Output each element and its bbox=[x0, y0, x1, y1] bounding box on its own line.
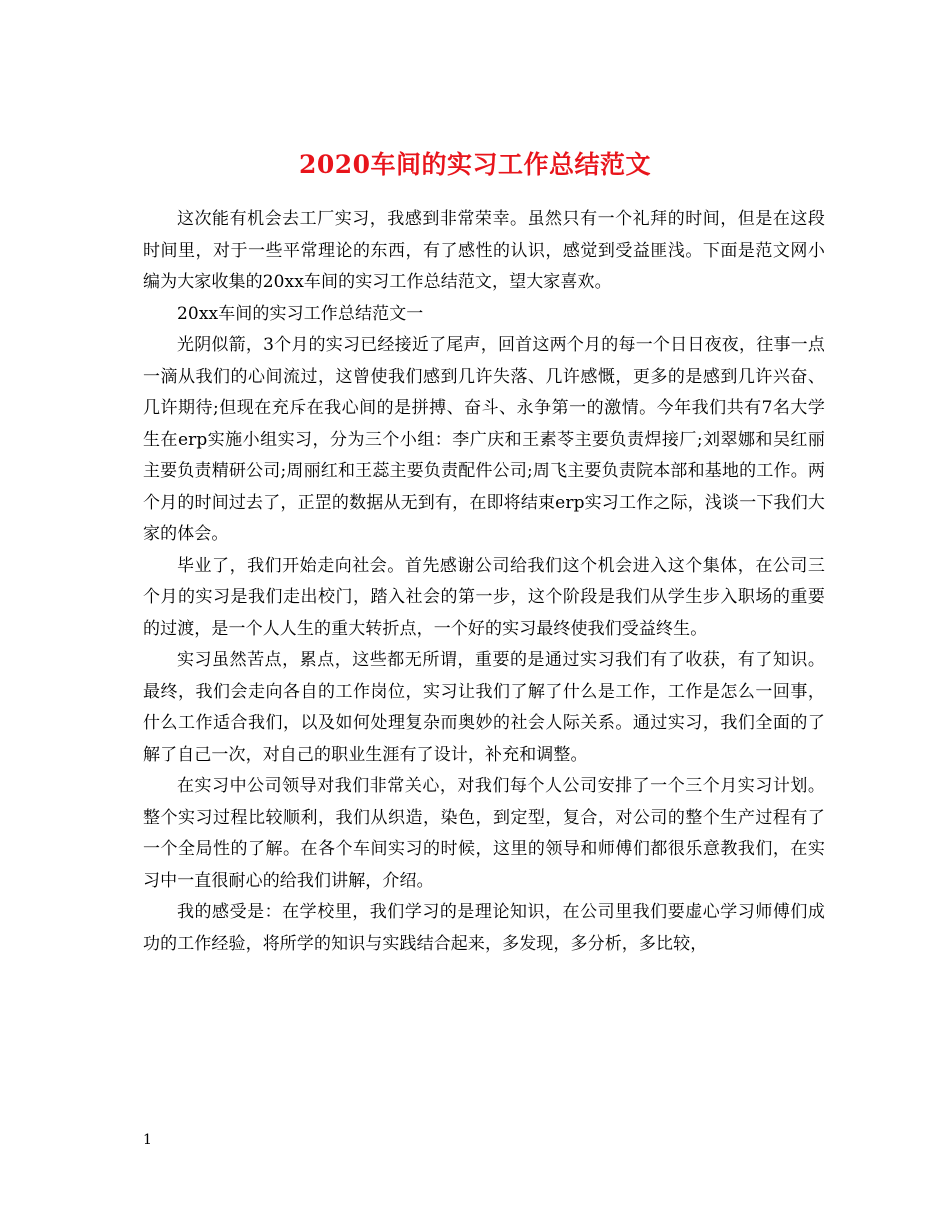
page-number: 1 bbox=[143, 1132, 152, 1148]
body-paragraph: 我的感受是：在学校里，我们学习的是理论知识，在公司里我们要虚心学习师傅们成功的工作经验，将所学的知识与实践结合起来，多发现，多分析，多比较， bbox=[143, 902, 825, 954]
body-paragraph: 光阴似箭，3个月的实习已经接近了尾声，回首这两个月的每一个日日夜夜，往事一点一滴从我们的心间流过，这曾使我们感到几许失落、几许感慨，更多的是感到几许兴奋、几许期待;但现在充斥在我心间的是拼搏、奋斗、永争第一的激情。今年我们共有7名大学生在erp实施小组实习，分为三个小组：李广庆和王素苓主要负责焊接厂;刘翠娜和吴红丽主要负责精研公司;周丽红和王蕊主要负责配件公司;周飞主要负责院本部和基地的工作。两个月的时间过去了，正罡的数据从无到有，在即将结束erp实习工作之际，浅谈一下我们大家的体会。 bbox=[143, 335, 825, 544]
body-paragraph: 毕业了，我们开始走向社会。首先感谢公司给我们这个机会进入这个集体，在公司三个月的实习是我们走出校门，踏入社会的第一步，这个阶段是我们从学生步入职场的重要的过渡，是一个人人生的重大转折点，一个好的实习最终使我们受益终生。 bbox=[143, 555, 825, 639]
intro-paragraph: 这次能有机会去工厂实习，我感到非常荣幸。虽然只有一个礼拜的时间，但是在这段时间里，对于一些平常理论的东西，有了感性的认识，感觉到受益匪浅。下面是范文网小编为大家收集的20xx车间的实习工作总结范文，望大家喜欢。 bbox=[143, 209, 825, 292]
body-paragraph: 在实习中公司领导对我们非常关心，对我们每个人公司安排了一个三个月实习计划。整个实习过程比较顺利，我们从织造，染色，到定型，复合，对公司的整个生产过程有了一个全局性的了解。在各个车间实习的时候，这里的领导和师傅们都很乐意教我们，在实习中一直很耐心的给我们讲解，介绍。 bbox=[143, 776, 825, 891]
section-heading: 20xx车间的实习工作总结范文一 bbox=[177, 303, 424, 324]
document-body bbox=[143, 204, 825, 960]
document-title: 2020车间的实习工作总结范文 bbox=[298, 149, 652, 179]
body-paragraph: 实习虽然苦点，累点，这些都无所谓，重要的是通过实习我们有了收获，有了知识。最终，我们会走向各自的工作岗位，实习让我们了解了什么是工作，工作是怎么一回事，什么工作适合我们，以及如何处理复杂而奥妙的社会人际关系。通过实习，我们全面的了解了自己一次，对自己的职业生涯有了设计，补充和调整。 bbox=[143, 650, 825, 765]
